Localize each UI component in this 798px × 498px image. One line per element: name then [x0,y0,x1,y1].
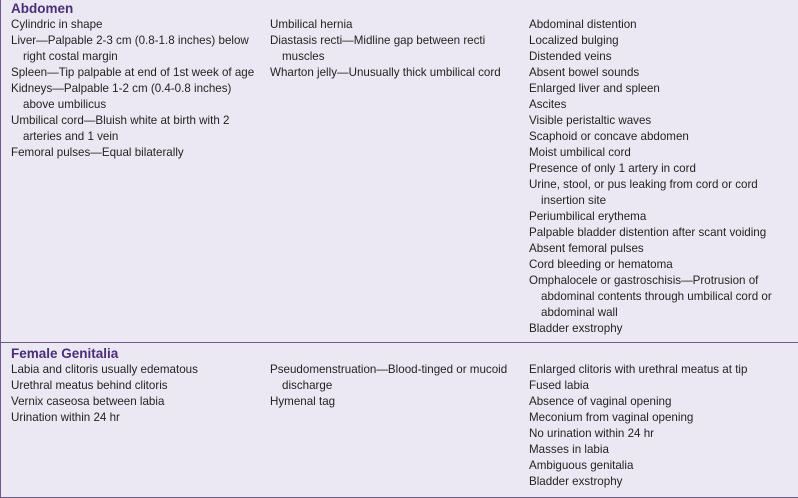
list-item: Abdominal distention [529,18,637,31]
list-item: Labia and clitoris usually edematous [11,363,198,376]
list-item: Bladder exstrophy [529,322,623,335]
list-item: Absence of vaginal opening [529,395,672,408]
list-item: Liver—Palpable 2-3 cm (0.8-1.8 inches) below right costal margin [11,34,249,63]
list-item: Meconium from vaginal opening [529,411,694,424]
common-variations-column [270,362,510,410]
list-item: Localized bulging [529,34,619,47]
list-item: Spleen—Tip palpable at end of 1st week of age [11,66,255,79]
list-item: Scaphoid or concave abdomen [529,130,689,143]
list-item: Absent femoral pulses [529,242,644,255]
list-item: Enlarged liver and spleen [529,82,660,95]
common-variations-column [270,17,510,81]
normal-findings-column [11,362,255,426]
list-item: Palpable bladder distention after scant voiding [529,226,767,239]
list-item: Vernix caseosa between labia [11,395,165,408]
list-item: Cylindric in shape [11,18,103,31]
list-item: Periumbilical erythema [529,210,647,223]
list-item: Urethral meatus behind clitoris [11,379,168,392]
list-item: Enlarged clitoris with urethral meatus at tip [529,363,748,376]
deviations-column [529,17,789,337]
list-item: Femoral pulses—Equal bilaterally [11,146,184,159]
list-item: No urination within 24 hr [529,427,655,440]
list-item: Fused labia [529,379,589,392]
list-item: Ascites [529,98,567,111]
list-item: Wharton jelly—Unusually thick umbilical cord [270,66,501,79]
section-female-genitalia [1,343,798,497]
list-item: Visible peristaltic waves [529,114,652,127]
list-item: Diastasis recti—Midline gap between recti muscles [270,34,486,63]
list-item: Umbilical hernia [270,18,353,31]
list-item: Urination within 24 hr [11,411,120,424]
list-item: Omphalocele or gastroschisis—Protrusion of abdominal contents through umbilical cord or abdominal wall [529,274,772,319]
list-item: Presence of only 1 artery in cord [529,162,696,175]
list-item: Distended veins [529,50,612,63]
deviations-column [529,362,789,490]
list-item: Hymenal tag [270,395,336,408]
list-item: Bladder exstrophy [529,475,623,488]
list-item: Ambiguous genitalia [529,459,634,472]
section-heading: Female Genitalia [11,346,119,361]
list-item: Masses in labia [529,443,609,456]
list-item: Absent bowel sounds [529,66,640,79]
list-item: Urine, stool, or pus leaking from cord or cord insertion site [529,178,758,207]
list-item: Kidneys—Palpable 1-2 cm (0.4-0.8 inches) above umbilicus [11,82,232,111]
list-item: Pseudomenstruation—Blood-tinged or mucoid discharge [270,363,508,392]
list-item: Moist umbilical cord [529,146,631,159]
list-item: Cord bleeding or hematoma [529,258,673,271]
section-abdomen [1,0,798,343]
normal-findings-column [11,17,255,161]
list-item: Umbilical cord—Bluish white at birth with 2 arteries and 1 vein [11,114,230,143]
section-heading: Abdomen [11,1,74,16]
